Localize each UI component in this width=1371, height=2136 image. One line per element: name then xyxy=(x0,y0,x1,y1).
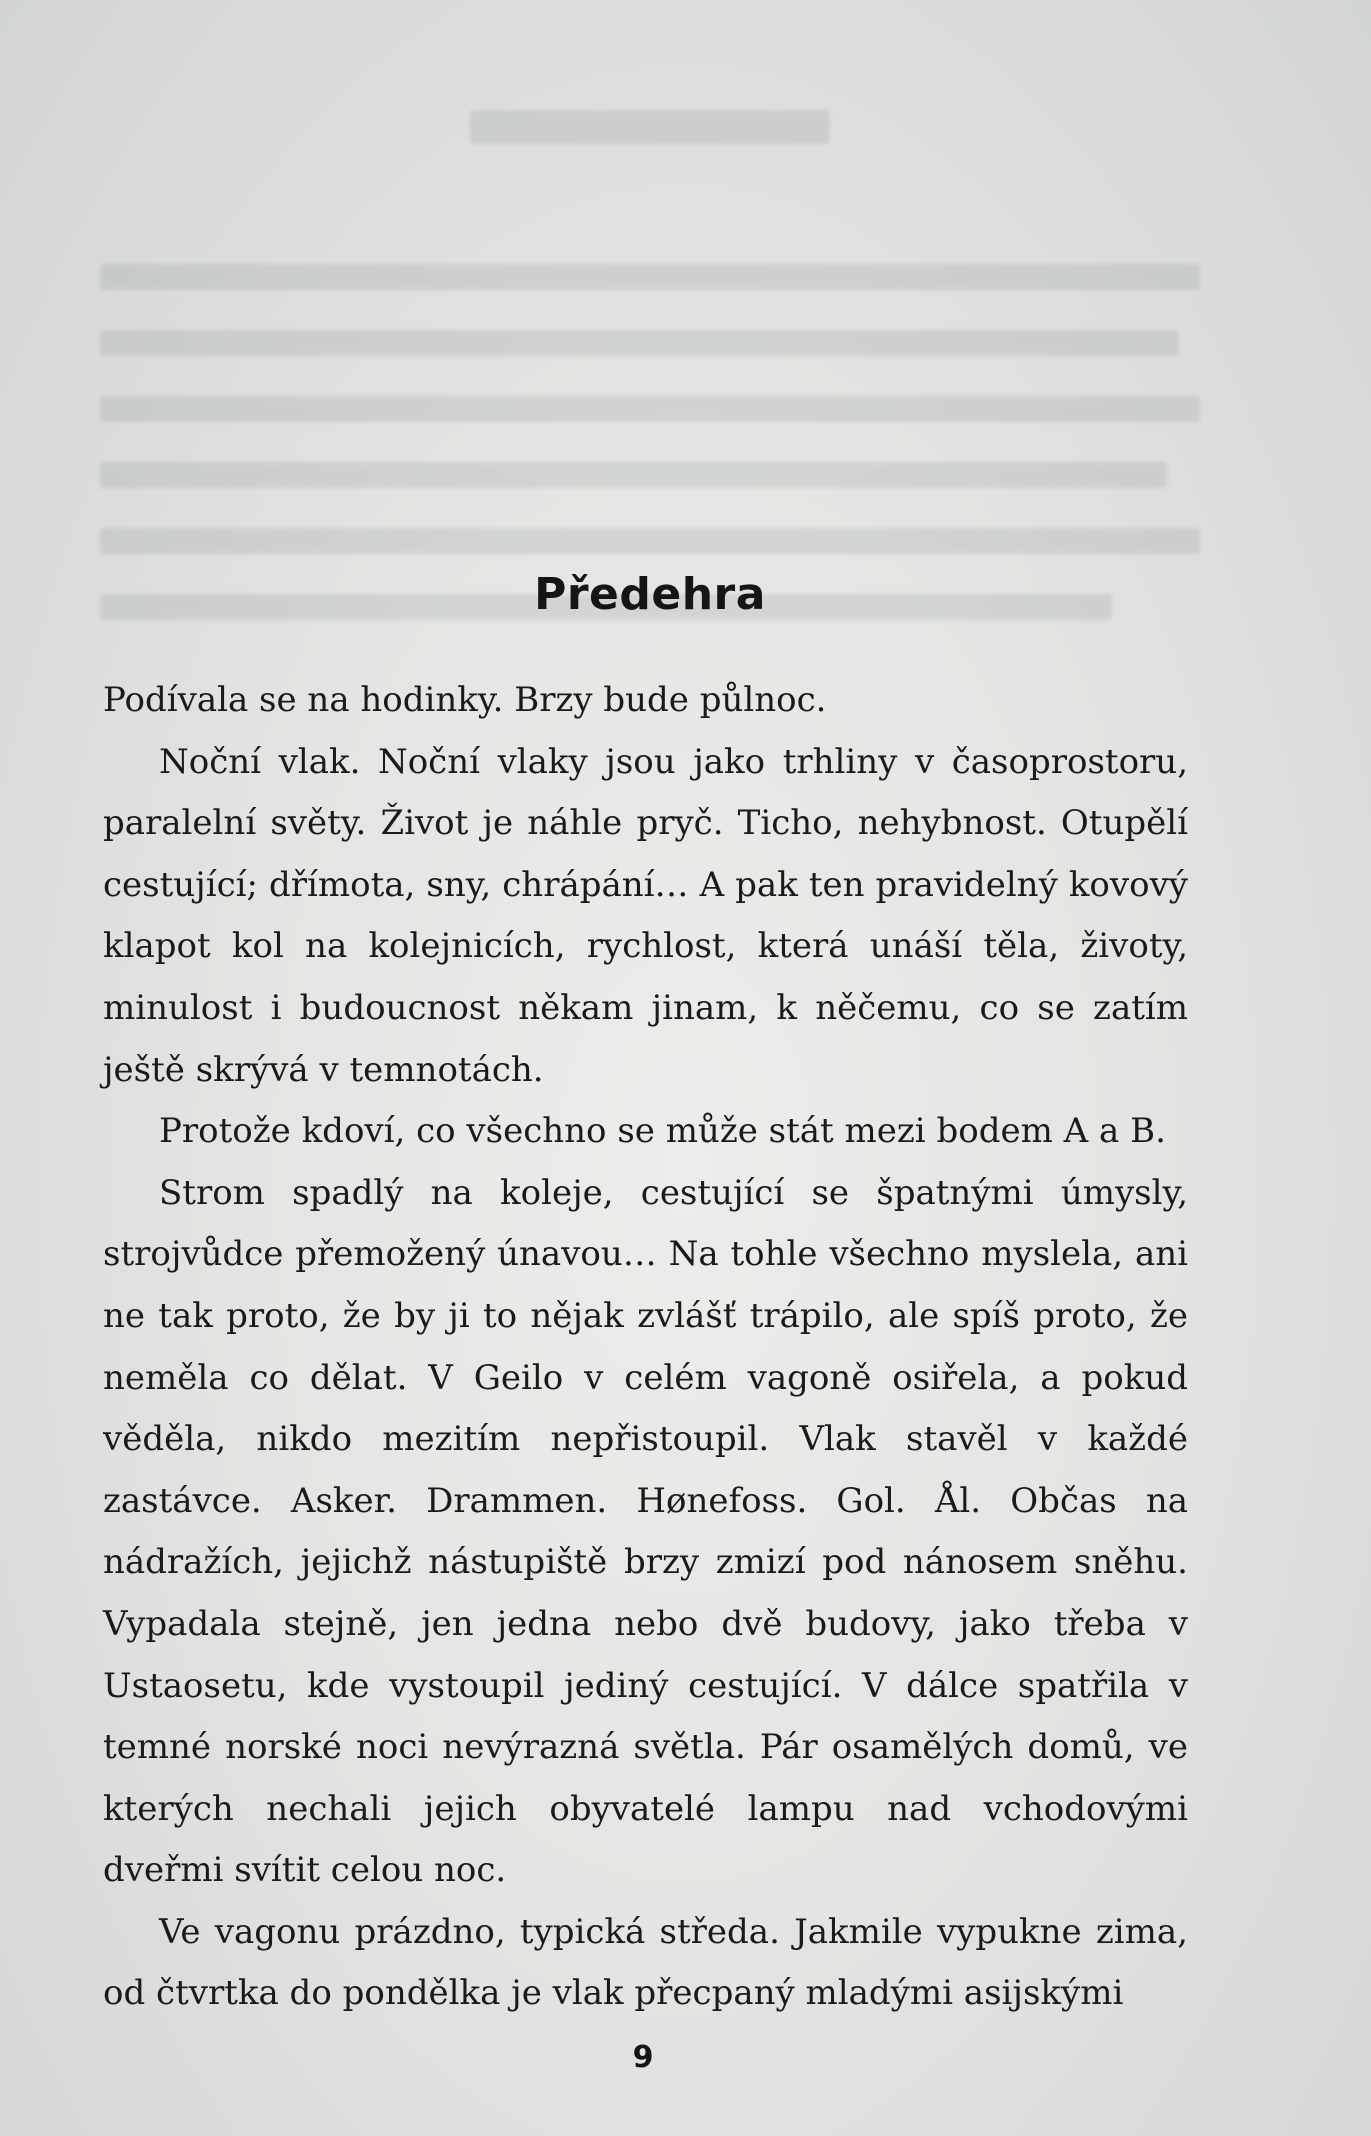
page-number: 9 xyxy=(632,2040,654,2075)
paragraph: Noční vlak. Noční vlaky jsou jako trhliny v časoprostoru, paralelní světy. Život je náhle pryč. Ticho, nehybnost. Otupělí cestující; dřímota, sny, chrápání… A pak ten pravidelný kovový klapot kol na kolejnicích, rychlost, která unáší těla, životy, minulost i budoucnost někam jinam, k něčemu, co se zatím ještě skrývá v temnotách. xyxy=(103,741,1188,1090)
paragraph: Podívala se na hodinky. Brzy bude půlnoc. xyxy=(103,680,827,720)
chapter-title: Předehra xyxy=(534,569,766,621)
chapter-body xyxy=(103,670,1188,2025)
paragraph: Strom spadlý na koleje, cestující se špatnými úmysly, strojvůdce přemožený únavou… Na tohle všechno myslela, ani ne tak proto, že by ji to nějak zvlášť trápilo, ale spíš proto, že neměla co dělat. V Geilo v celém vagoně osiřela, a pokud věděla, nikdo mezitím nepřistoupil. Vlak stavěl v každé zastávce. Asker. Drammen. Hønefoss. Gol. Ål. Občas na nádražích, jejichž nástupiště brzy zmizí pod nánosem sněhu. Vypadala stejně, jen jedna nebo dvě budovy, jako třeba v Ustaosetu, kde vystoupil jediný cestující. V dálce spatřila v temné norské noci nevýrazná světla. Pár osamělých domů, ve kterých nechali jejich obyvatelé lampu nad vchodovými dveřmi svítit celou noc. xyxy=(103,1172,1188,1891)
paragraph: Ve vagonu prázdno, typická středa. Jakmile vypukne zima, od čtvrtka do pondělka je vlak přecpaný mladými asijskými xyxy=(103,1911,1188,2014)
paragraph: Protože kdoví, co všechno se může stát mezi bodem A a B. xyxy=(159,1111,1166,1152)
